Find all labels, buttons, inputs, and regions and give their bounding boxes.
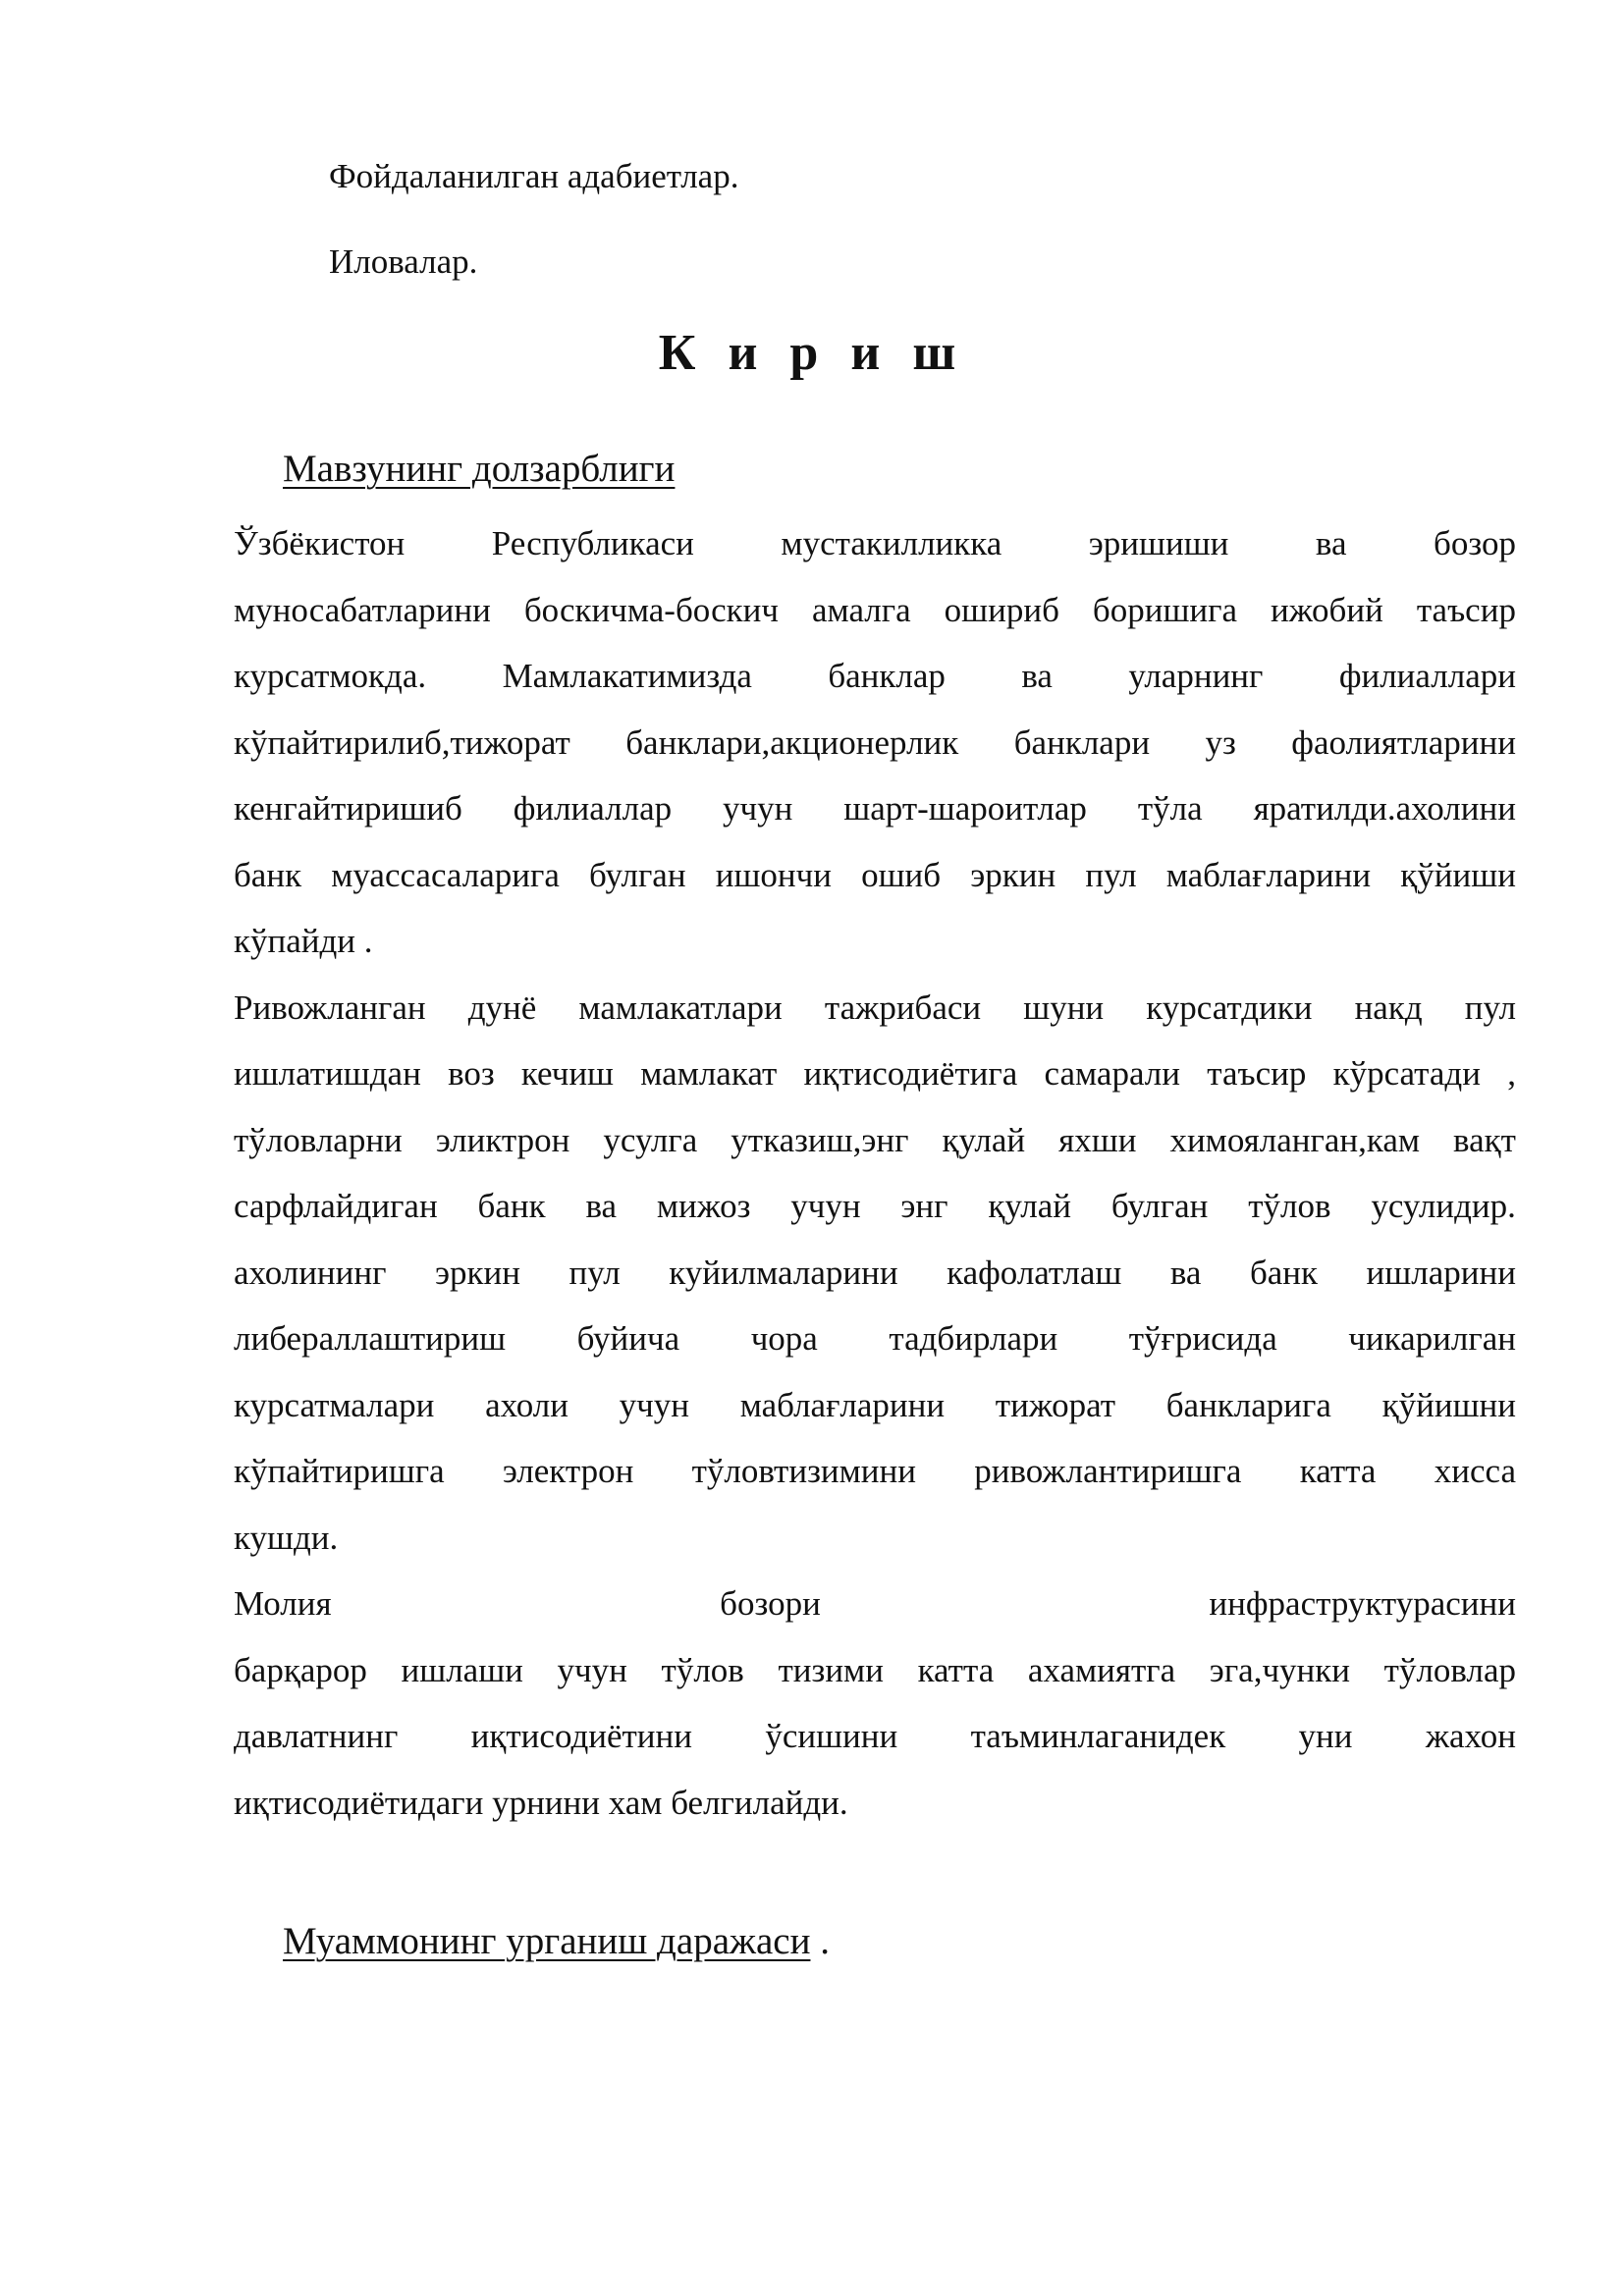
word: кенгайтиришиб: [234, 789, 462, 828]
word: катта: [917, 1650, 995, 1689]
body-line: кўпайди .: [234, 922, 373, 960]
word: катта: [1299, 1452, 1377, 1490]
word: ахоли: [485, 1385, 568, 1424]
word: учун: [790, 1187, 861, 1225]
word: тўловлар: [1383, 1650, 1516, 1689]
word: тадбирлари: [889, 1319, 1058, 1358]
word: булган: [1110, 1187, 1209, 1225]
word: ижобий: [1271, 590, 1383, 629]
word: давлатнинг: [234, 1717, 399, 1755]
word: бозори: [720, 1584, 821, 1623]
word: таъсир: [1416, 590, 1516, 629]
word: тизими: [778, 1650, 884, 1689]
word: Молия: [234, 1584, 332, 1623]
word: муассасаларига: [331, 855, 560, 894]
body-line: иқтисодиётидаги урнини хам белгилайди.: [234, 1783, 848, 1822]
word: ва: [1315, 524, 1347, 562]
body-line: [234, 510, 1516, 577]
word: тўғрисида: [1128, 1319, 1277, 1358]
word: банклари,акционерлик: [625, 722, 959, 762]
word: кўпайтиришга: [234, 1452, 445, 1490]
word: воз: [448, 1054, 495, 1093]
word: мамлакатлари: [578, 988, 783, 1027]
word: усулга: [603, 1120, 698, 1159]
word: ахамиятга: [1027, 1650, 1176, 1689]
word: тўлов: [661, 1650, 744, 1689]
word: сарфлайдиган: [234, 1187, 438, 1225]
word: Республикаси: [491, 524, 694, 562]
word: пул: [1085, 855, 1137, 894]
word: Ривожланган: [234, 988, 426, 1027]
word: мамлакат: [640, 1054, 778, 1093]
word: кўпайтирилиб,тижорат: [234, 722, 570, 762]
word: филиаллари: [1338, 657, 1516, 695]
word: вақт: [1453, 1120, 1516, 1159]
word: банклари: [1013, 722, 1151, 762]
page-heading: К и р и ш: [658, 325, 966, 381]
word: либераллаштириш: [234, 1319, 507, 1358]
word: эркин: [435, 1253, 520, 1292]
word: химояланган,кам: [1169, 1120, 1421, 1159]
word: булган: [589, 855, 686, 894]
body-line: [234, 1306, 1516, 1372]
word: бозор: [1434, 524, 1516, 562]
word: тўла: [1137, 789, 1203, 828]
body-line: [234, 1637, 1516, 1704]
word: буйича: [576, 1319, 680, 1358]
word: уз: [1205, 722, 1236, 762]
word: ва: [1021, 657, 1053, 695]
word: ўсишини: [765, 1717, 898, 1755]
word: ахолининг: [234, 1253, 387, 1292]
word: инфраструктурасини: [1209, 1584, 1516, 1623]
word: чикарилган: [1348, 1319, 1516, 1358]
body-line: [234, 1240, 1516, 1307]
word: қулай: [942, 1120, 1026, 1159]
word: уни: [1298, 1717, 1353, 1755]
section-title-relevance: [283, 447, 675, 492]
section-title-study-level-text: Муаммонинг урганиш даражаси: [283, 1920, 811, 1962]
word: дунё: [467, 988, 537, 1027]
word: шарт-шароитлар: [843, 789, 1087, 828]
word: ва: [1169, 1253, 1202, 1292]
word: ишлаши: [401, 1650, 523, 1689]
word: банклар: [828, 657, 946, 695]
body-line: [234, 1173, 1516, 1240]
body-line: [234, 1372, 1516, 1439]
word: ,: [1507, 1054, 1516, 1093]
word: фаолиятларини: [1291, 722, 1516, 762]
body-line: [234, 1041, 1516, 1107]
word: хисса: [1434, 1452, 1516, 1490]
word: ишларини: [1366, 1253, 1516, 1292]
body-line: [234, 710, 1516, 776]
word: учун: [557, 1650, 627, 1689]
word: банк: [1249, 1253, 1319, 1292]
word: учун: [619, 1385, 690, 1424]
word: қўйиши: [1400, 855, 1516, 894]
word: эришиши: [1088, 524, 1229, 562]
word: иқтисодиётини: [470, 1717, 693, 1755]
body-line: [234, 1438, 1516, 1505]
word: яратилди.ахолини: [1253, 789, 1516, 828]
word: усулидир.: [1371, 1187, 1516, 1225]
word: тўловларни: [234, 1120, 403, 1159]
word: тажрибаси: [824, 988, 982, 1027]
word: банк: [477, 1187, 546, 1225]
word: кечиш: [520, 1054, 615, 1093]
body-line: [234, 1571, 1516, 1637]
word: курсатдики: [1146, 988, 1313, 1027]
word: куйилмаларини: [669, 1253, 898, 1292]
word: таъминлаганидек: [970, 1717, 1226, 1755]
word: тўлов: [1248, 1187, 1331, 1225]
word: иқтисодиётига: [803, 1054, 1018, 1093]
word: филиаллар: [513, 789, 673, 828]
word: энг: [900, 1187, 948, 1225]
word: боришига: [1092, 590, 1238, 629]
word: уларнинг: [1128, 657, 1264, 695]
body-line: [234, 577, 1516, 644]
word: электрон: [502, 1452, 634, 1490]
word: таъсир: [1207, 1054, 1307, 1093]
word: қўйишни: [1381, 1385, 1516, 1424]
word: эга,чунки: [1209, 1650, 1351, 1689]
toc-references: Фойдаланилган адабиетлар.: [329, 157, 739, 195]
word: курсатмалари: [234, 1385, 435, 1424]
word: банкларига: [1165, 1385, 1331, 1424]
word: эркин: [970, 855, 1056, 894]
word: маблағларини: [1165, 855, 1372, 894]
section-title-relevance-text: Мавзунинг долзарблиги: [283, 448, 676, 490]
word: чора: [750, 1319, 818, 1358]
body-line: [234, 1107, 1516, 1174]
section-title-study-level-suffix: .: [810, 1920, 830, 1962]
body-line: [234, 775, 1516, 842]
word: пул: [1464, 988, 1516, 1027]
word: утказиш,энг: [731, 1120, 909, 1159]
word: тўловтизимини: [691, 1452, 916, 1490]
word: боскичма-боскич: [523, 590, 780, 629]
word: мижоз: [656, 1187, 751, 1225]
word: маблағларини: [739, 1385, 946, 1424]
body-line: [234, 1703, 1516, 1770]
body-line: кушди.: [234, 1518, 339, 1557]
word: банк: [234, 855, 302, 894]
section-title-study-level: [283, 1919, 830, 1964]
word: жахон: [1425, 1717, 1516, 1755]
word: мустакилликка: [781, 524, 1002, 562]
word: ишончи: [715, 855, 832, 894]
word: Ўзбёкистон: [234, 524, 406, 562]
word: барқарор: [234, 1650, 367, 1689]
word: самарали: [1044, 1054, 1180, 1093]
word: тижорат: [995, 1385, 1116, 1424]
word: кўрсатади: [1332, 1054, 1481, 1093]
word: қулай: [988, 1187, 1072, 1225]
word: ва: [585, 1187, 618, 1225]
word: эликтрон: [435, 1120, 570, 1159]
toc-appendices: Иловалар.: [329, 242, 478, 281]
body-paragraphs: [234, 510, 1516, 1836]
word: шуни: [1023, 988, 1105, 1027]
body-line: [234, 975, 1516, 1041]
word: муносабатларини: [234, 590, 491, 629]
body-line: [234, 643, 1516, 710]
word: ривожлантиришга: [974, 1452, 1242, 1490]
word: пул: [568, 1253, 621, 1292]
body-line: [234, 842, 1516, 909]
word: ошиб: [861, 855, 942, 894]
word: кафолатлаш: [947, 1253, 1122, 1292]
word: ишлатишдан: [234, 1054, 421, 1093]
word: накд: [1354, 988, 1423, 1027]
word: яхши: [1058, 1120, 1137, 1159]
word: учун: [723, 789, 793, 828]
word: Мамлакатимизда: [502, 657, 752, 695]
word: курсатмокда.: [234, 657, 427, 695]
word: амалга: [812, 590, 911, 629]
word: ошириб: [944, 590, 1059, 629]
